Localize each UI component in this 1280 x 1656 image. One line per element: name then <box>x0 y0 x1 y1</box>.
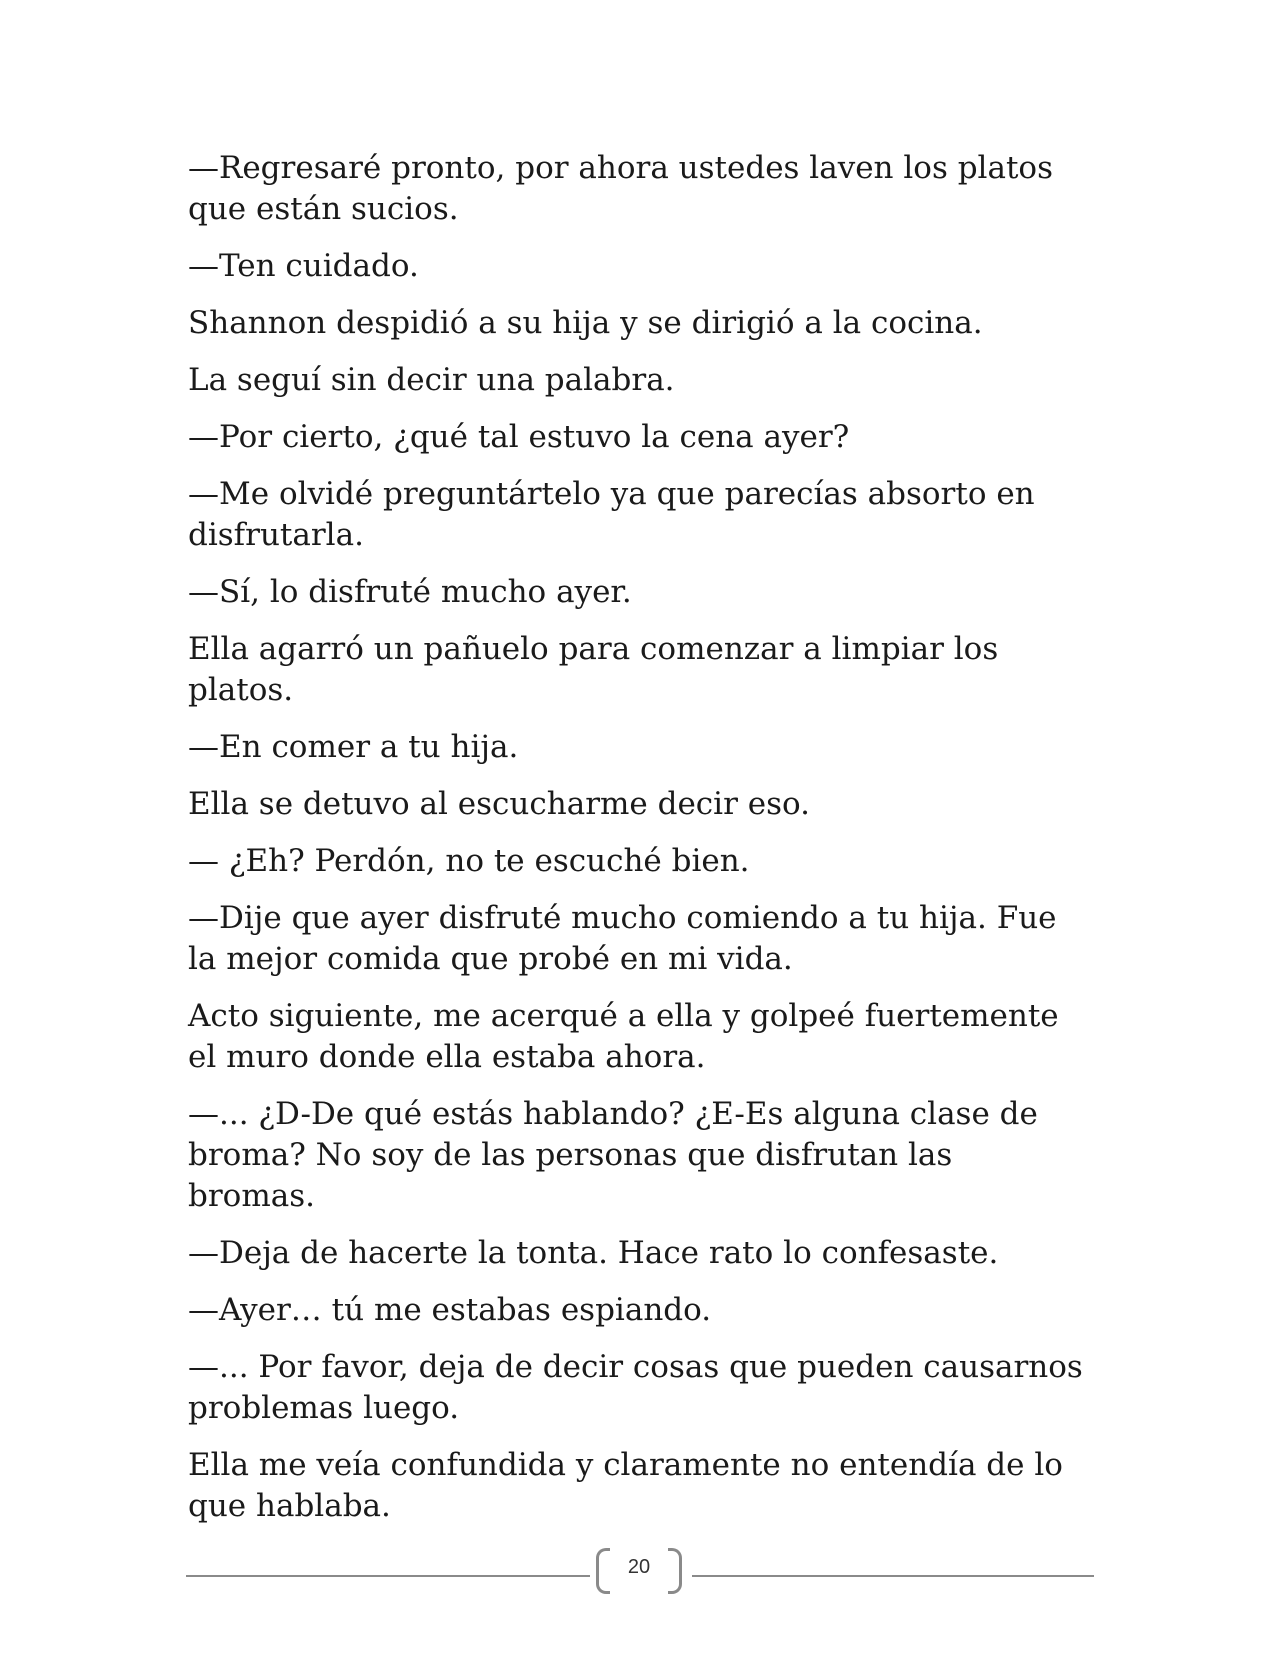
paragraph: —Me olvidé preguntártelo ya que parecías absorto en disfrutarla. <box>188 476 1035 553</box>
paragraph: —... ¿D-De qué estás hablando? ¿E-Es alguna clase de broma? No soy de las personas que disfrutan las bromas. <box>188 1096 1038 1214</box>
footer-rule-right <box>692 1575 1094 1577</box>
paragraph: — ¿Eh? Perdón, no te escuché bien. <box>188 843 750 879</box>
paragraph: —Ayer… tú me estabas espiando. <box>188 1292 712 1328</box>
paragraph: —... Por favor, deja de decir cosas que pueden causarnos problemas luego. <box>188 1349 1083 1426</box>
footer-rule-left <box>186 1575 590 1577</box>
page-footer <box>186 1548 1094 1604</box>
paragraph: —Deja de hacerte la tonta. Hace rato lo confesaste. <box>188 1235 999 1271</box>
paragraph: —En comer a tu hija. <box>188 729 519 765</box>
paragraph: —Dije que ayer disfruté mucho comiendo a tu hija. Fue la mejor comida que probé en mi vida. <box>188 900 1057 977</box>
body-text <box>188 148 1088 1543</box>
right-bracket-ornament <box>668 1548 682 1594</box>
paragraph: —Sí, lo disfruté mucho ayer. <box>188 574 632 610</box>
paragraph: La seguí sin decir una palabra. <box>188 362 675 398</box>
paragraph: —Por cierto, ¿qué tal estuvo la cena ayer? <box>188 419 850 455</box>
paragraph: Acto siguiente, me acerqué a ella y golpeé fuertemente el muro donde ella estaba ahora. <box>188 998 1059 1075</box>
paragraph: —Ten cuidado. <box>188 248 419 284</box>
left-bracket-ornament <box>596 1548 610 1594</box>
paragraph: Shannon despidió a su hija y se dirigió a la cocina. <box>188 305 983 341</box>
page-number: 20 <box>627 1556 651 1578</box>
paragraph: —Regresaré pronto, por ahora ustedes laven los platos que están sucios. <box>188 150 1053 227</box>
paragraph: Ella se detuvo al escucharme decir eso. <box>188 786 810 822</box>
paragraph: Ella agarró un pañuelo para comenzar a limpiar los platos. <box>188 631 999 708</box>
paragraph: Ella me veía confundida y claramente no entendía de lo que hablaba. <box>188 1447 1063 1524</box>
